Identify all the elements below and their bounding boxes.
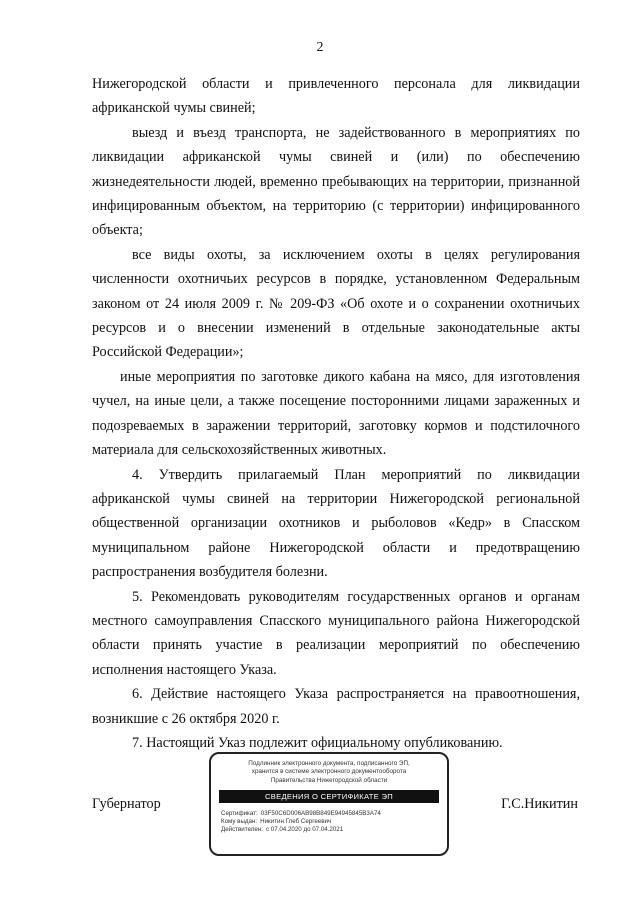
paragraph-5: 4. Утвердить прилагаемый План мероприятий по ликвидации африканской чумы свиней на территории Нижегородской региональной общественной организации охотников и рыболовов «Кедр» в Спасском муниципальном районе Нижегородской области и предотвращению распространения возбудителя болезни. bbox=[92, 466, 580, 581]
document-body bbox=[92, 72, 580, 755]
paragraph-7: 6. Действие настоящего Указа распространяется на правоотношения, возникшие с 26 октября 2020 г. bbox=[92, 686, 580, 727]
certificate-label: Сертификат: bbox=[221, 810, 258, 817]
stamp-header: СВЕДЕНИЯ О СЕРТИФИКАТЕ ЭП bbox=[219, 790, 439, 803]
issued-to-label: Кому выдан: bbox=[221, 818, 258, 826]
stamp-details bbox=[221, 810, 381, 835]
validity-row bbox=[221, 826, 381, 834]
electronic-signature-stamp bbox=[209, 752, 449, 856]
paragraph-4: иные мероприятия по заготовке дикого кабана на мясо, для изготовления чучел, на иные цели, а также посещение посторонними лицами зараженных и подозреваемых в заражении территорий, заготовку кормов и подстилочного материала для сельскохозяйственных животных. bbox=[92, 368, 580, 459]
paragraph-3: все виды охоты, за исключением охоты в целях регулирования численности охотничьих ресурсов в порядке, установленном Федеральным законом от 24 июля 2009 г. № 209-ФЗ «Об охоте и о сохранении охотничьих ресурсов и о внесении изменений в отдельные законодательные акты Российской Федерации»; bbox=[92, 246, 580, 361]
signatory-position: Губернатор bbox=[92, 796, 161, 812]
certificate-row bbox=[221, 810, 381, 818]
page-number: 2 bbox=[316, 40, 324, 55]
stamp-notice-line: Подлинник электронного документа, подписанного ЭП, bbox=[248, 760, 410, 767]
paragraph-8: 7. Настоящий Указ подлежит официальному опубликованию. bbox=[132, 734, 503, 751]
paragraph-2: выезд и въезд транспорта, не задействованного в мероприятиях по ликвидации африканской чумы свиней и (или) по обеспечению жизнедеятельности людей, временно пребывающих на территории, признанной инфицированным объектом, на территорию (с территории) инфицированного объекта; bbox=[92, 124, 580, 239]
validity-value: с 07.04.2020 до 07.04.2021 bbox=[265, 826, 344, 834]
validity-label: Действителен: bbox=[221, 826, 263, 834]
stamp-notice-line: Правительства Нижегородской области bbox=[270, 776, 388, 784]
paragraph-1: Нижегородской области и привлеченного персонала для ликвидации африканской чумы свиней; bbox=[92, 76, 580, 117]
issued-to-value: Никитин Глеб Сергеевич bbox=[260, 818, 332, 826]
stamp-notice bbox=[211, 760, 447, 785]
issued-to-row bbox=[221, 818, 381, 826]
signatory-name: Г.С.Никитин bbox=[501, 796, 578, 812]
certificate-value: 03F50C6D006AB98B849E94945845B3A74 bbox=[260, 810, 381, 817]
stamp-notice-line: хранится в системе электронного документооборота bbox=[251, 768, 407, 776]
paragraph-6: 5. Рекомендовать руководителям государственных органов и органам местного самоуправления Спасского муниципального района Нижегородской области принять участие в реализации мероприятий по обеспечению исполнения настоящего Указа. bbox=[92, 588, 580, 678]
